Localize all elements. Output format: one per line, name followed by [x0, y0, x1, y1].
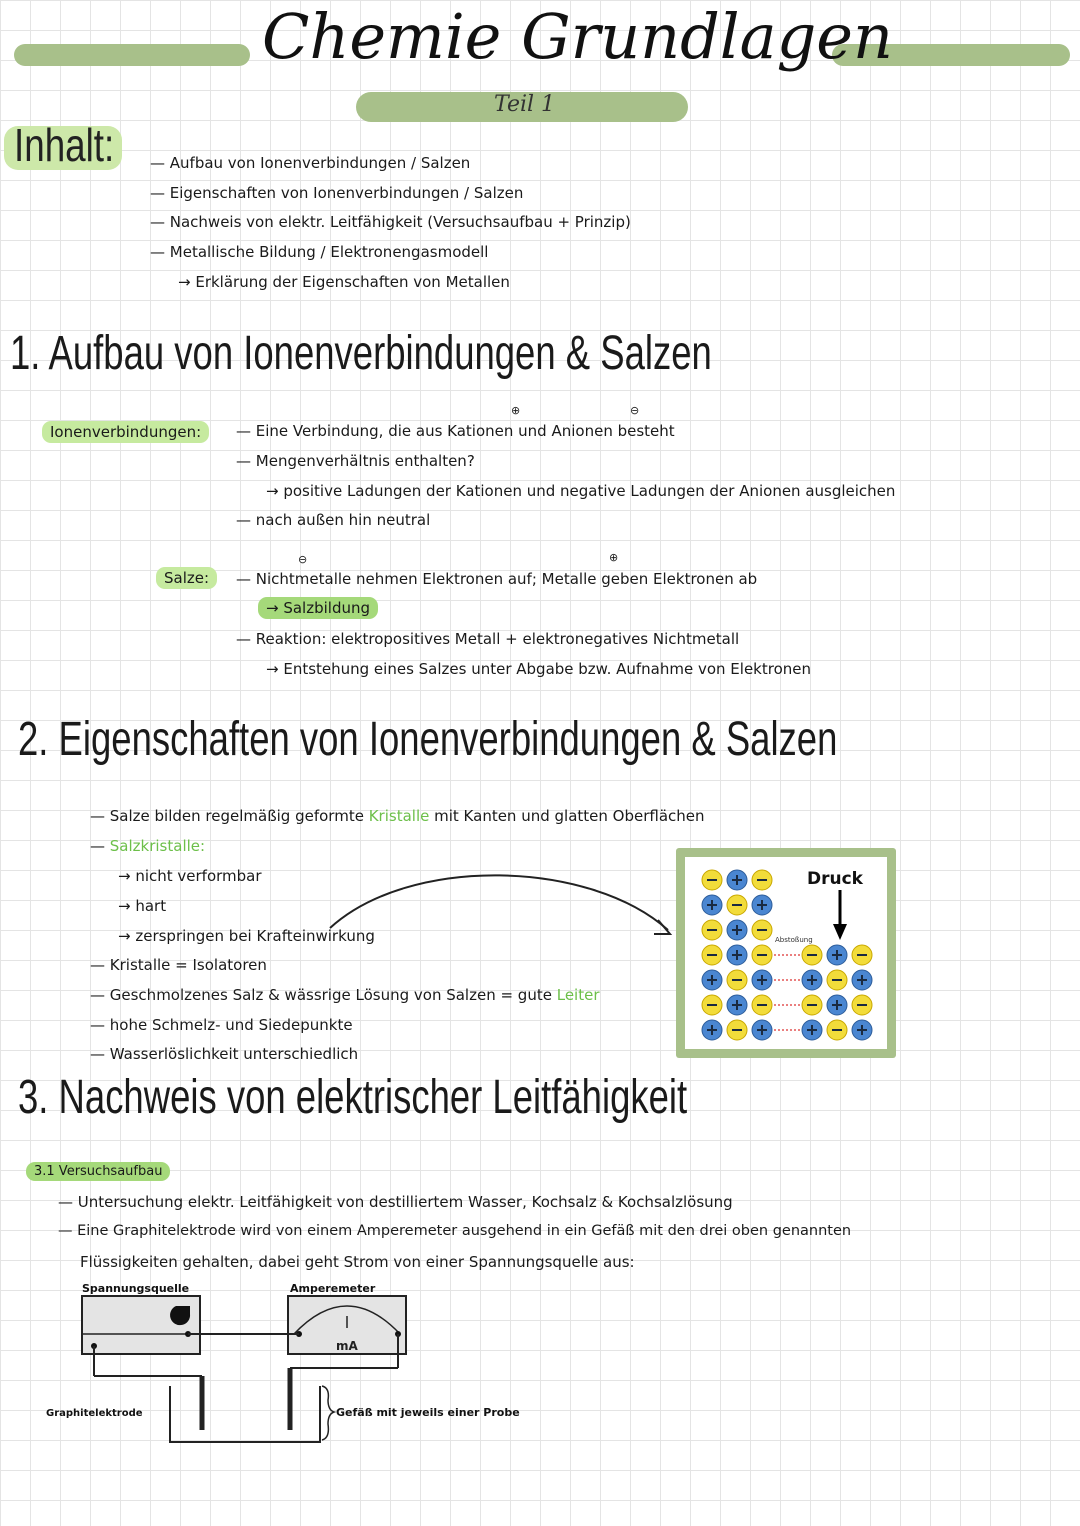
- leiter-line: [90, 986, 600, 1004]
- kation-plus-mark: ⊕: [511, 404, 521, 417]
- section1-heading: 1. Aufbau von Ionenverbindungen & Salzen: [10, 327, 712, 380]
- ionengitter-figure: [676, 848, 896, 1058]
- brace-icon: [322, 1386, 334, 1440]
- section3-heading: 3. Nachweis von elektrischer Leitfähigkeit: [18, 1071, 688, 1124]
- power-icon: [170, 1306, 190, 1325]
- eigenschaft-line: [90, 807, 705, 825]
- inhalt-label: Inhalt:: [14, 119, 115, 171]
- kristalle-word: Kristalle: [368, 807, 430, 825]
- wasser-line: — Wasserlöslichkeit unterschiedlich: [90, 1045, 359, 1063]
- inhalt-item: — Nachweis von elektr. Leitfähigkeit (Versuchsaufbau + Prinzip): [150, 213, 631, 231]
- versuch-line: — Untersuchung elektr. Leitfähigkeit von destilliertem Wasser, Kochsalz & Kochsalzlösung: [58, 1193, 733, 1211]
- inhalt-item: — Metallische Bildung / Elektronengasmodell: [150, 243, 489, 261]
- salzkristalle-line: [90, 837, 205, 855]
- nichtmetall-minus-mark: ⊖: [298, 553, 308, 566]
- kristalle-pre: — Salze bilden regelmäßig geformte: [90, 807, 364, 825]
- spannungsquelle-label: Spannungsquelle: [82, 1282, 190, 1295]
- gefaess-label: Gefäß mit jeweils einer Probe: [336, 1406, 520, 1419]
- ionen-line: — nach außen hin neutral: [236, 511, 431, 529]
- inhalt-item: — Eigenschaften von Ionenverbindungen / Salzen: [150, 184, 524, 202]
- ionen-line: — Eine Verbindung, die aus Kationen und Anionen besteht: [236, 422, 675, 440]
- kristalle-post: mit Kanten und glatten Oberflächen: [434, 807, 705, 825]
- versuchsaufbau-label: 3.1 Versuchsaufbau: [26, 1162, 170, 1181]
- page-subtitle: Teil 1: [494, 92, 556, 117]
- salzbildung-label: → Salzbildung: [258, 597, 378, 619]
- metall-plus-mark: ⊕: [609, 551, 619, 564]
- schmelz-line: — hohe Schmelz- und Siedepunkte: [90, 1016, 353, 1034]
- anion-minus-mark: ⊖: [630, 404, 640, 417]
- salzkristalle-dash: —: [90, 837, 105, 855]
- salze-line: → Entstehung eines Salzes unter Abgabe bzw. Aufnahme von Elektronen: [266, 660, 812, 678]
- abstossung-label: Abstoßung: [775, 936, 813, 944]
- versuch-line: — Eine Graphitelektrode wird von einem Amperemeter ausgehend in ein Gefäß mit den drei oben genannten: [58, 1223, 852, 1239]
- arrow-to-figure: [320, 860, 680, 950]
- kristall-eigenschaft: → nicht verformbar: [118, 867, 262, 885]
- kristall-eigenschaft: → zerspringen bei Krafteinwirkung: [118, 927, 375, 945]
- salze-label: Salze:: [156, 567, 217, 589]
- ionen-line: → positive Ladungen der Kationen und negative Ladungen der Anionen ausgleichen: [266, 482, 896, 500]
- gefaess-vessel: [170, 1386, 320, 1442]
- ionenverbindungen-label: Ionenverbindungen:: [42, 421, 209, 443]
- salzkristalle-label: Salzkristalle:: [109, 837, 206, 855]
- druck-label: Druck: [807, 869, 863, 889]
- isolatoren-line: — Kristalle = Isolatoren: [90, 956, 267, 974]
- salze-line: — Reaktion: elektropositives Metall + elektronegatives Nichtmetall: [236, 630, 740, 648]
- inhalt-item: — Aufbau von Ionenverbindungen / Salzen: [150, 154, 471, 172]
- page-title: Chemie Grundlagen: [262, 0, 893, 73]
- versuch-line: Flüssigkeiten gehalten, dabei geht Strom von einer Spannungsquelle aus:: [80, 1253, 635, 1271]
- inhalt-item: → Erklärung der Eigenschaften von Metallen: [178, 273, 510, 291]
- ionen-line: — Mengenverhältnis enthalten?: [236, 452, 475, 470]
- amperemeter-label: Amperemeter: [290, 1282, 376, 1295]
- versuchsaufbau-diagram: [40, 1276, 560, 1456]
- ionengitter-svg: [676, 848, 896, 1058]
- kristall-eigenschaft: → hart: [118, 897, 167, 915]
- ma-label: mA: [336, 1339, 358, 1353]
- header-bar-left: [14, 44, 250, 66]
- leiter-pre: — Geschmolzenes Salz & wässrige Lösung von Salzen = gute: [90, 986, 552, 1004]
- section2-heading: 2. Eigenschaften von Ionenverbindungen & Salzen: [18, 713, 838, 766]
- graphitelektrode-label: Graphitelektrode: [46, 1408, 143, 1419]
- leiter-word: Leiter: [556, 986, 600, 1004]
- salze-line: — Nichtmetalle nehmen Elektronen auf; Metalle geben Elektronen ab: [236, 570, 758, 588]
- spannungsquelle-box: [82, 1296, 200, 1354]
